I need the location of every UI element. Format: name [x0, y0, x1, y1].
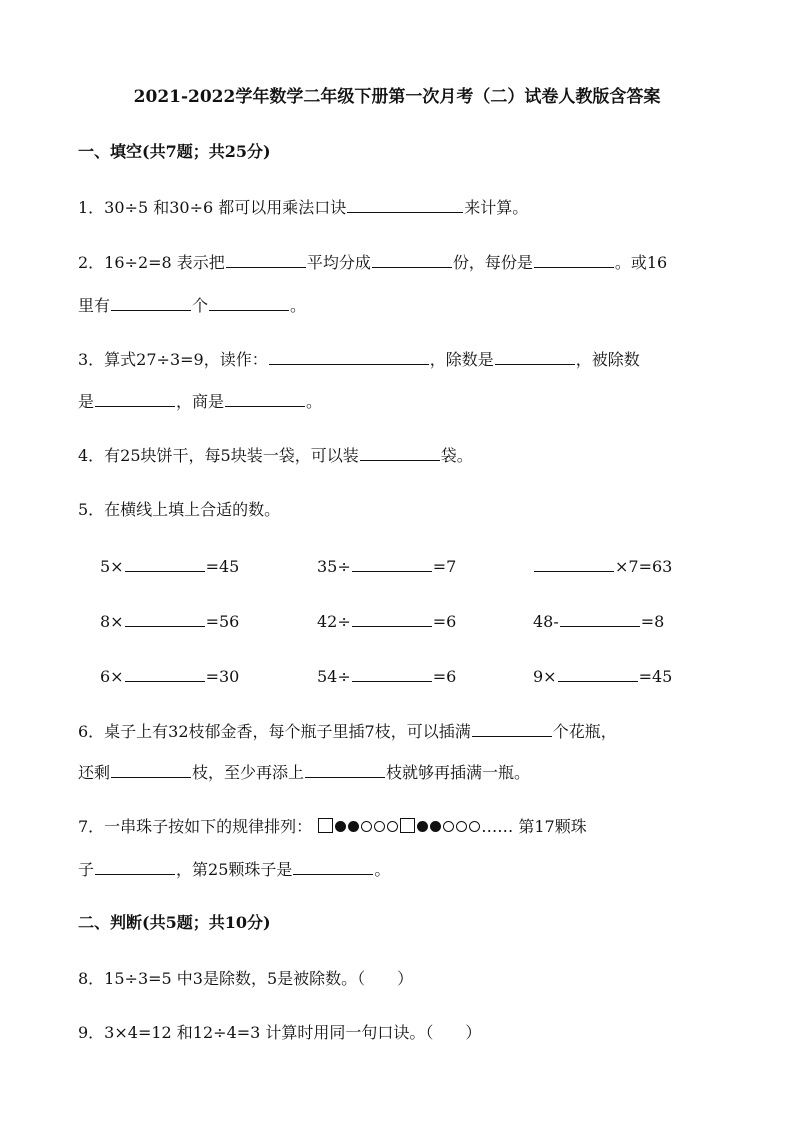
q1-blank[interactable] — [347, 196, 463, 213]
q6-text-d: 枝，至少再添上 — [192, 763, 305, 782]
white-bead-icon — [469, 821, 480, 832]
q5-r3c3-post: =45 — [638, 667, 673, 686]
q5-r2c1-blank[interactable] — [125, 610, 205, 627]
q5-r3c2-blank[interactable] — [352, 665, 432, 682]
q5-r2c2-blank[interactable] — [352, 610, 432, 627]
q7-text-d: ，第25颗珠子是 — [176, 860, 293, 879]
q2-text-c: 份，每份是 — [452, 253, 533, 272]
q5-r3c2-post: =6 — [432, 667, 457, 686]
q5-r3c1-blank[interactable] — [125, 665, 205, 682]
q3-text-e: ，商是 — [176, 392, 225, 411]
q5-r1c2-blank[interactable] — [352, 555, 432, 572]
q2-blank-3[interactable] — [534, 251, 614, 268]
q7-text-a: 7．一串珠子按如下的规律排列： — [78, 817, 313, 836]
q5-r2c1-post: =56 — [205, 612, 240, 631]
q5-item-r3c2 — [317, 665, 456, 688]
question-1 — [78, 196, 528, 219]
question-9 — [78, 1022, 481, 1044]
q5-item-r3c1 — [100, 665, 239, 688]
q5-r3c2-pre: 54÷ — [317, 667, 351, 686]
q7-blank-2[interactable] — [293, 858, 373, 875]
question-7-line-1 — [78, 816, 587, 838]
q2-blank-4[interactable] — [111, 294, 191, 311]
q3-blank-3[interactable] — [95, 390, 175, 407]
question-2-line-1 — [78, 251, 667, 274]
q5-r3c3-blank[interactable] — [558, 665, 638, 682]
q3-text-c: ，被除数 — [575, 350, 640, 369]
q4-blank[interactable] — [360, 444, 440, 461]
white-bead-icon — [361, 821, 372, 832]
black-bead-icon — [348, 821, 359, 832]
white-bead-icon — [456, 821, 467, 832]
q2-text-f: 个 — [192, 296, 209, 315]
q5-r1c1-pre: 5× — [100, 557, 124, 576]
question-7-line-2 — [78, 858, 390, 881]
q5-r2c2-pre: 42÷ — [317, 612, 351, 631]
q5-item-r1c3 — [533, 555, 672, 578]
square-bead-icon — [318, 818, 333, 833]
q7-text-e: 。 — [374, 860, 391, 879]
q5-item-r2c1 — [100, 610, 239, 633]
q5-r2c1-pre: 8× — [100, 612, 124, 631]
white-bead-icon — [374, 821, 385, 832]
q5-item-r1c2 — [317, 555, 456, 578]
section-fill-in-title: 一、填空(共7题；共25分) — [78, 142, 271, 161]
q5-r2c3-blank[interactable] — [560, 610, 640, 627]
q3-text-a: 3．算式27÷3=9，读作： — [78, 350, 268, 369]
bead-pattern — [317, 816, 481, 838]
q6-text-e: 枝就够再插满一瓶。 — [386, 763, 531, 782]
question-4 — [78, 444, 473, 467]
q3-blank-4[interactable] — [225, 390, 305, 407]
q8-text: 8．15÷3=5 中3是除数，5是被除数。（ ） — [78, 969, 414, 988]
q2-text-d: 。或16 — [614, 253, 668, 272]
q1-text-b: 来计算。 — [464, 198, 529, 217]
white-bead-icon — [387, 821, 398, 832]
q2-text-a: 2．16÷2=8 表示把 — [78, 253, 225, 272]
q3-blank-2[interactable] — [495, 348, 575, 365]
q6-text-b: 个花瓶， — [552, 722, 617, 741]
question-8 — [78, 968, 413, 990]
question-3-line-2 — [78, 390, 322, 413]
black-bead-icon — [430, 821, 441, 832]
question-6-line-1 — [78, 720, 617, 743]
q2-text-g: 。 — [290, 296, 307, 315]
q3-blank-1[interactable] — [269, 348, 429, 365]
white-bead-icon — [443, 821, 454, 832]
q5-r1c2-post: =7 — [432, 557, 457, 576]
square-bead-icon — [400, 818, 415, 833]
q5-r2c3-pre: 48- — [533, 612, 559, 631]
q5-r1c1-blank[interactable] — [125, 555, 205, 572]
q5-r1c3-post: ×7=63 — [615, 557, 673, 576]
q3-text-d: 是 — [78, 392, 95, 411]
question-2-line-2 — [78, 294, 306, 317]
black-bead-icon — [335, 821, 346, 832]
q5-r2c3-post: =8 — [640, 612, 665, 631]
q2-blank-2[interactable] — [372, 251, 452, 268]
question-6-line-2 — [78, 761, 530, 784]
q7-text-c: 子 — [78, 860, 95, 879]
q3-text-f: 。 — [306, 392, 323, 411]
page-title: 2021-2022学年数学二年级下册第一次月考（二）试卷人教版含答案 — [133, 87, 661, 107]
q6-blank-1[interactable] — [472, 720, 552, 737]
question-5 — [78, 499, 280, 521]
q6-text-c: 还剩 — [78, 763, 111, 782]
q3-text-b: ，除数是 — [429, 350, 494, 369]
q5-item-r3c3 — [533, 665, 672, 688]
q5-item-r1c1 — [100, 555, 239, 578]
q1-text-a: 1．30÷5 和30÷6 都可以用乘法口诀 — [78, 198, 347, 217]
q6-blank-2[interactable] — [111, 761, 191, 778]
black-bead-icon — [417, 821, 428, 832]
q2-text-b: 平均分成 — [306, 253, 371, 272]
q5-item-r2c2 — [317, 610, 456, 633]
q7-text-b: 第17颗珠 — [518, 817, 587, 836]
q5-text: 5．在横线上填上合适的数。 — [78, 500, 281, 519]
q6-text-a: 6．桌子上有32枝郁金香，每个瓶子里插7枝，可以插满 — [78, 722, 471, 741]
q5-item-r2c3 — [533, 610, 664, 633]
q4-text-b: 袋。 — [440, 446, 473, 465]
q2-text-e: 里有 — [78, 296, 111, 315]
q5-r3c1-post: =30 — [205, 667, 240, 686]
q5-r3c3-pre: 9× — [533, 667, 557, 686]
q2-blank-1[interactable] — [226, 251, 306, 268]
q7-ellipsis: …… — [481, 817, 514, 836]
q5-r3c1-pre: 6× — [100, 667, 124, 686]
q6-blank-3[interactable] — [305, 761, 385, 778]
q7-blank-1[interactable] — [95, 858, 175, 875]
q5-r1c3-blank[interactable] — [534, 555, 614, 572]
q5-r2c2-post: =6 — [432, 612, 457, 631]
section-judge-title: 二、判断(共5题；共10分) — [78, 913, 271, 932]
q5-r1c2-pre: 35÷ — [317, 557, 351, 576]
q5-r1c1-post: =45 — [205, 557, 240, 576]
q9-text: 9．3×4=12 和12÷4=3 计算时用同一句口诀。（ ） — [78, 1023, 482, 1042]
question-3-line-1 — [78, 348, 640, 371]
q4-text-a: 4．有25块饼干，每5块装一袋，可以装 — [78, 446, 359, 465]
q2-blank-5[interactable] — [209, 294, 289, 311]
